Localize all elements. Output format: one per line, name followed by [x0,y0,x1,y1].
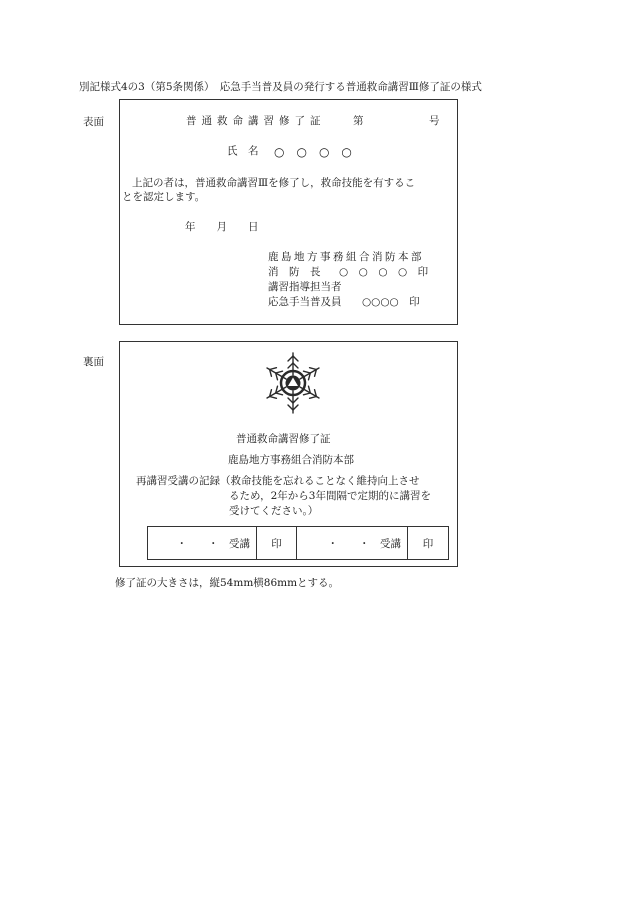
back-record-line3: 受けてください。） [229,505,319,517]
front-number-prefix: 第 [353,115,364,127]
record-seal: 印 [271,537,282,550]
record-label: 受講 [380,537,401,550]
front-instructor-label: 講習指導担当者 [268,281,342,293]
record-label: 受講 [229,537,250,550]
page-title: 別記様式4の3（第5条関係） 応急手当普及員の発行する普通救命講習Ⅲ修了証の様式 [79,81,482,93]
record-seal: 印 [422,537,434,550]
front-name-value: ○ ○ ○ ○ [274,145,352,159]
back-title: 普通救命講習修了証 [236,433,331,445]
renewal-record-table [147,526,449,560]
fire-department-emblem-icon [251,348,335,418]
front-instructor-value: ○○○○ 印 [362,296,420,308]
front-name-label: 氏 名 [227,145,259,157]
front-issuer: 鹿島地方事務組合消防本部 [268,251,424,263]
back-side-label: 裏面 [83,356,104,368]
front-chief-label: 消 防 長 [268,266,321,278]
front-date: 年 月 日 [185,221,259,233]
front-card [119,99,458,325]
front-cert-title: 普通救命講習修了証 [186,115,326,127]
record-date: ・ ・ [176,537,219,550]
record-seal-cell [408,527,449,560]
front-body-line2: とを認定します。 [122,191,206,203]
record-date-cell [148,527,257,560]
record-date-cell [297,527,408,560]
front-chief-value: ○ ○ ○ ○ 印 [339,266,429,278]
front-body-line1: 上記の者は，普通救命講習Ⅲを修了し，救命技能を有するこ [132,177,416,189]
back-issuer: 鹿島地方事務組合消防本部 [228,454,354,466]
back-record-line2: るため，2年から3年間隔で定期的に講習を [229,490,431,502]
front-instructor-role: 応急手当普及員 [268,296,342,308]
record-seal-cell [257,527,297,560]
front-side-label: 表面 [83,116,104,128]
record-date: ・ ・ [327,537,370,550]
back-record-line1: 再講習受講の記録（救命技能を忘れることなく維持向上させ [136,475,420,487]
table-row [148,527,449,560]
size-footnote: 修了証の大きさは，縦54mm横86mmとする。 [115,577,340,589]
back-card [119,341,458,567]
front-number-suffix: 号 [429,115,440,127]
